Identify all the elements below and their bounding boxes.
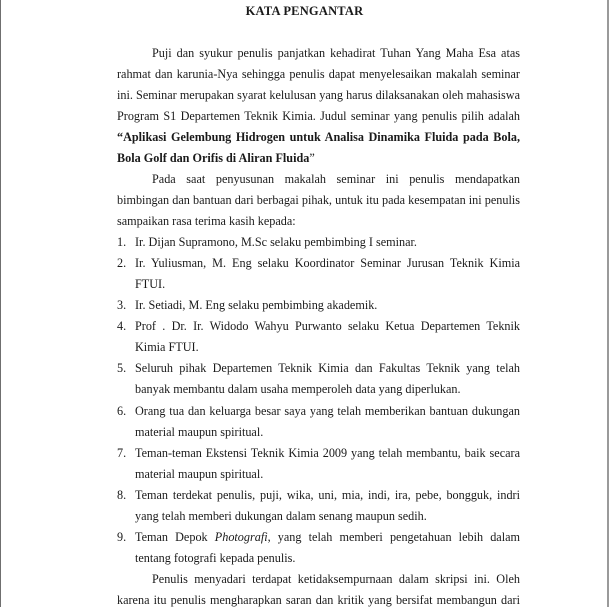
list-item-text: Kimia FTUI. [135, 340, 199, 354]
list-item-text: tentang fotografi kepada penulis. [135, 551, 296, 565]
list-item-text: material maupun spiritual. [135, 425, 264, 439]
paragraph-line: Puji dan syukur penulis panjatkan kehadirat Tuhan Yang Maha Esa atas [152, 46, 520, 60]
paragraph-line: Pada saat penyusunan makalah seminar ini penulis mendapatkan [152, 172, 520, 186]
paragraph-line [117, 150, 315, 166]
list-number: 5. [117, 361, 127, 375]
paragraph-line: Program S1 Departemen Teknik Kimia. Judul seminar yang penulis pilih adalah [117, 109, 520, 123]
seminar-title-bold: Bola Golf dan Orifis di Aliran Fluida [117, 151, 310, 165]
list-item-text: FTUI. [135, 277, 166, 291]
paragraph-line: Penulis menyadari terdapat ketidaksempurnaan dalam skripsi ini. Oleh [152, 572, 520, 586]
paragraph-line: karena itu penulis mengharapkan saran dan kritik yang bersifat membangun dari [117, 593, 520, 607]
list-item-text: banyak membantu dalam usaha memperoleh data yang diperlukan. [135, 382, 461, 396]
list-number: 4. [117, 319, 127, 333]
paragraph-line: bimbingan dan bantuan dari berbagai pihak, untuk itu pada kesempatan ini penulis [117, 193, 520, 207]
paragraph-line-bold: “Aplikasi Gelembung Hidrogen untuk Analisa Dinamika Fluida pada Bola, [117, 130, 520, 144]
list-item-text: Ir. Dijan Supramono, M.Sc selaku pembimbing I seminar. [135, 235, 417, 249]
paragraph-line: sampaikan rasa terima kasih kepada: [117, 214, 296, 228]
list-item-text-part: Teman Depok [135, 530, 215, 544]
list-item-text: Prof . Dr. Ir. Widodo Wahyu Purwanto selaku Ketua Departemen Teknik [135, 319, 520, 333]
list-item-text-italic: Photografi [214, 530, 268, 544]
list-number: 9. [117, 530, 127, 544]
list-number: 3. [117, 298, 127, 312]
list-item-text: Teman-teman Ekstensi Teknik Kimia 2009 yang telah membantu, baik secara [135, 446, 520, 460]
list-number: 7. [117, 446, 127, 460]
closing-quote: ” [309, 151, 315, 165]
list-item-text: Ir. Setiadi, M. Eng selaku pembimbing akademik. [135, 298, 378, 312]
list-item-text: Teman terdekat penulis, puji, wika, uni, mia, indi, ira, pebe, bongguk, indri [135, 488, 520, 502]
list-item-text: material maupun spiritual. [135, 467, 264, 481]
list-number: 2. [117, 256, 127, 270]
list-number: 1. [117, 235, 127, 249]
paragraph-line: ini. Seminar merupakan syarat kelulusan yang harus dilaksanakan oleh mahasiswa [117, 88, 520, 102]
page-title: KATA PENGANTAR [245, 4, 364, 18]
list-item-text [135, 529, 520, 545]
list-number: 6. [117, 404, 127, 418]
list-item-text: yang telah memberi dukungan dalam senang maupun sedih. [135, 509, 427, 523]
list-item-text: Seluruh pihak Departemen Teknik Kimia dan Fakultas Teknik yang telah [135, 361, 520, 375]
list-item-text-part: , yang telah memberi pengetahuan lebih dalam [267, 530, 520, 544]
page-border-left [0, 0, 1, 607]
list-item-text: Ir. Yuliusman, M. Eng selaku Koordinator Seminar Jurusan Teknik Kimia [135, 256, 520, 270]
list-number: 8. [117, 488, 127, 502]
list-item-text: Orang tua dan keluarga besar saya yang telah memberikan bantuan dukungan [135, 404, 520, 418]
paragraph-line: rahmat dan karunia-Nya sehingga penulis dapat menyelesaikan makalah seminar [117, 67, 520, 81]
